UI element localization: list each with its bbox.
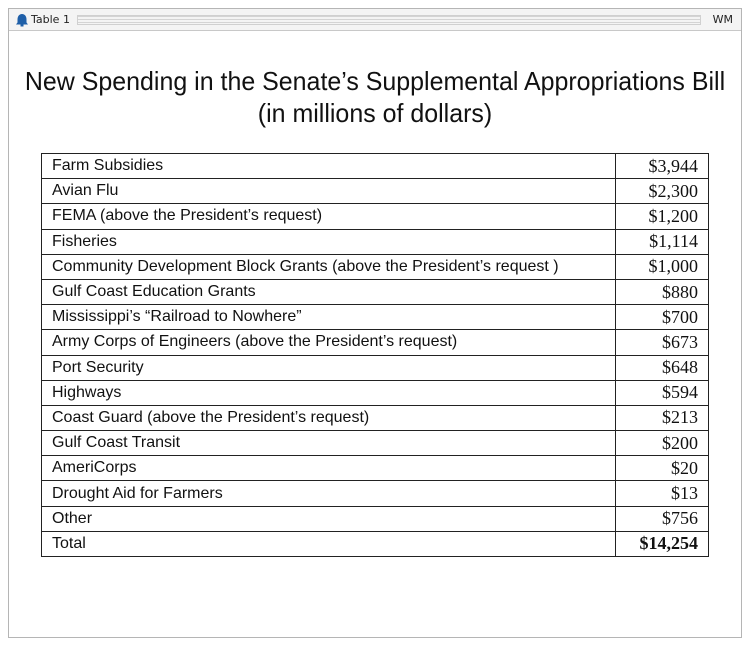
total-row [42,531,709,556]
spending-table [41,153,709,557]
table-row [42,179,709,204]
row-label: Community Development Block Grants (above the President’s request ) [42,254,616,279]
row-amount: $3,944 [616,154,709,179]
table-row [42,405,709,430]
table-row [42,204,709,229]
row-amount: $20 [616,456,709,481]
row-amount: $648 [616,355,709,380]
row-amount: $673 [616,330,709,355]
table-row [42,305,709,330]
row-label: FEMA (above the President’s request) [42,204,616,229]
row-amount: $2,300 [616,179,709,204]
table-row [42,355,709,380]
row-label: Avian Flu [42,179,616,204]
title-line-1: New Spending in the Senate’s Supplemental Appropriations Bill [24,66,726,96]
table-row [42,481,709,506]
table-row [42,431,709,456]
title-line-2: (in millions of dollars) [257,98,493,128]
table-row [42,330,709,355]
row-label: AmeriCorps [42,456,616,481]
row-label: Gulf Coast Transit [42,431,616,456]
row-label: Gulf Coast Education Grants [42,279,616,304]
table-row [42,380,709,405]
row-label: Mississippi’s “Railroad to Nowhere” [42,305,616,330]
spending-table-body [42,154,709,557]
table-row [42,229,709,254]
row-label: Port Security [42,355,616,380]
table-row [42,154,709,179]
row-amount: $13 [616,481,709,506]
row-label: Highways [42,380,616,405]
row-amount: $880 [616,279,709,304]
title-bar[interactable] [9,9,741,31]
table-row [42,254,709,279]
row-amount: $700 [616,305,709,330]
bell-icon [15,13,29,27]
row-label: Other [42,506,616,531]
document-window [8,8,742,638]
total-amount: $14,254 [616,531,709,556]
row-label: Fisheries [42,229,616,254]
row-amount: $756 [616,506,709,531]
row-amount: $200 [616,431,709,456]
table-row [42,456,709,481]
row-amount: $1,000 [616,254,709,279]
title-bar-right-label: WM [712,13,733,26]
row-amount: $1,200 [616,204,709,229]
row-amount: $594 [616,380,709,405]
row-amount: $213 [616,405,709,430]
row-label: Drought Aid for Farmers [42,481,616,506]
tab-label[interactable]: Table 1 [31,13,70,26]
row-label: Farm Subsidies [42,154,616,179]
row-amount: $1,114 [616,229,709,254]
title-bar-grip [77,15,701,25]
row-label: Coast Guard (above the President’s request) [42,405,616,430]
table-row [42,279,709,304]
page-title [24,65,727,129]
table-row [42,506,709,531]
total-label: Total [42,531,616,556]
row-label: Army Corps of Engineers (above the President’s request) [42,330,616,355]
